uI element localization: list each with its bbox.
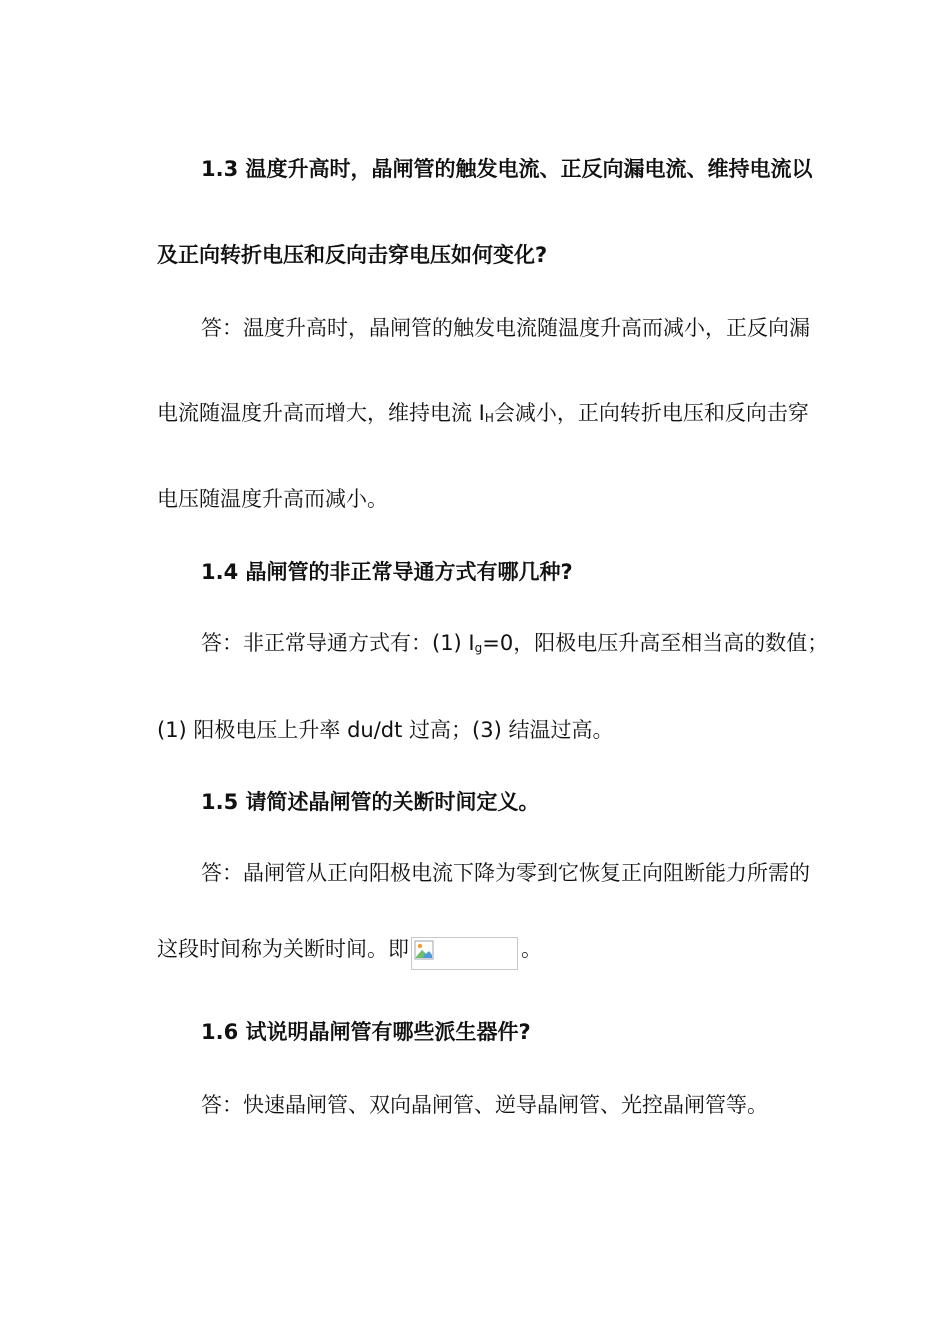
subscript-h: H (484, 411, 494, 425)
broken-image-icon (414, 940, 434, 960)
answer-1-4-line-2: (1) 阳极电压上升率 du/dt 过高；(3) 结温过高。 (157, 718, 614, 742)
broken-image-placeholder (411, 937, 518, 970)
question-1-6-title: 1.6 试说明晶闸管有哪些派生器件? (201, 1020, 531, 1044)
question-1-3-title-line-1: 1.3 温度升高时，晶闸管的触发电流、正反向漏电流、维持电流以 (201, 157, 813, 181)
answer-1-3-line-2-text-b: 会减小，正向转折电压和反向击穿 (493, 401, 809, 425)
question-1-3-title-line-2: 及正向转折电压和反向击穿电压如何变化? (157, 243, 548, 267)
answer-1-3-line-2 (157, 398, 847, 428)
question-1-5-title: 1.5 请简述晶闸管的关断时间定义。 (201, 790, 540, 814)
answer-1-4-line-1 (201, 628, 847, 658)
answer-1-4-line-1-text-a: 答：非正常导通方式有：(1) I (201, 631, 475, 655)
answer-1-6-line-1: 答：快速晶闸管、双向晶闸管、逆导晶闸管、光控晶闸管等。 (201, 1093, 768, 1117)
answer-1-3-line-1: 答：温度升高时，晶闸管的触发电流随温度升高而减小，正反向漏 (201, 316, 810, 340)
answer-1-5-line-2-text-b: 。 (521, 937, 542, 961)
answer-1-3-line-3: 电压随温度升高而减小。 (157, 487, 388, 511)
answer-1-5-line-1: 答：晶闸管从正向阳极电流下降为零到它恢复正向阻断能力所需的 (201, 861, 810, 885)
subscript-g: g (474, 641, 483, 655)
answer-1-5-line-2-text-a: 这段时间称为关断时间。即 (157, 937, 409, 961)
answer-1-5-line-2 (157, 934, 847, 970)
question-1-4-title: 1.4 晶闸管的非正常导通方式有哪几种? (201, 560, 573, 584)
answer-1-3-line-2-text-a: 电流随温度升高而增大，维持电流 I (157, 401, 485, 425)
answer-1-4-line-1-text-b: =0，阳极电压升高至相当高的数值； (482, 631, 829, 655)
